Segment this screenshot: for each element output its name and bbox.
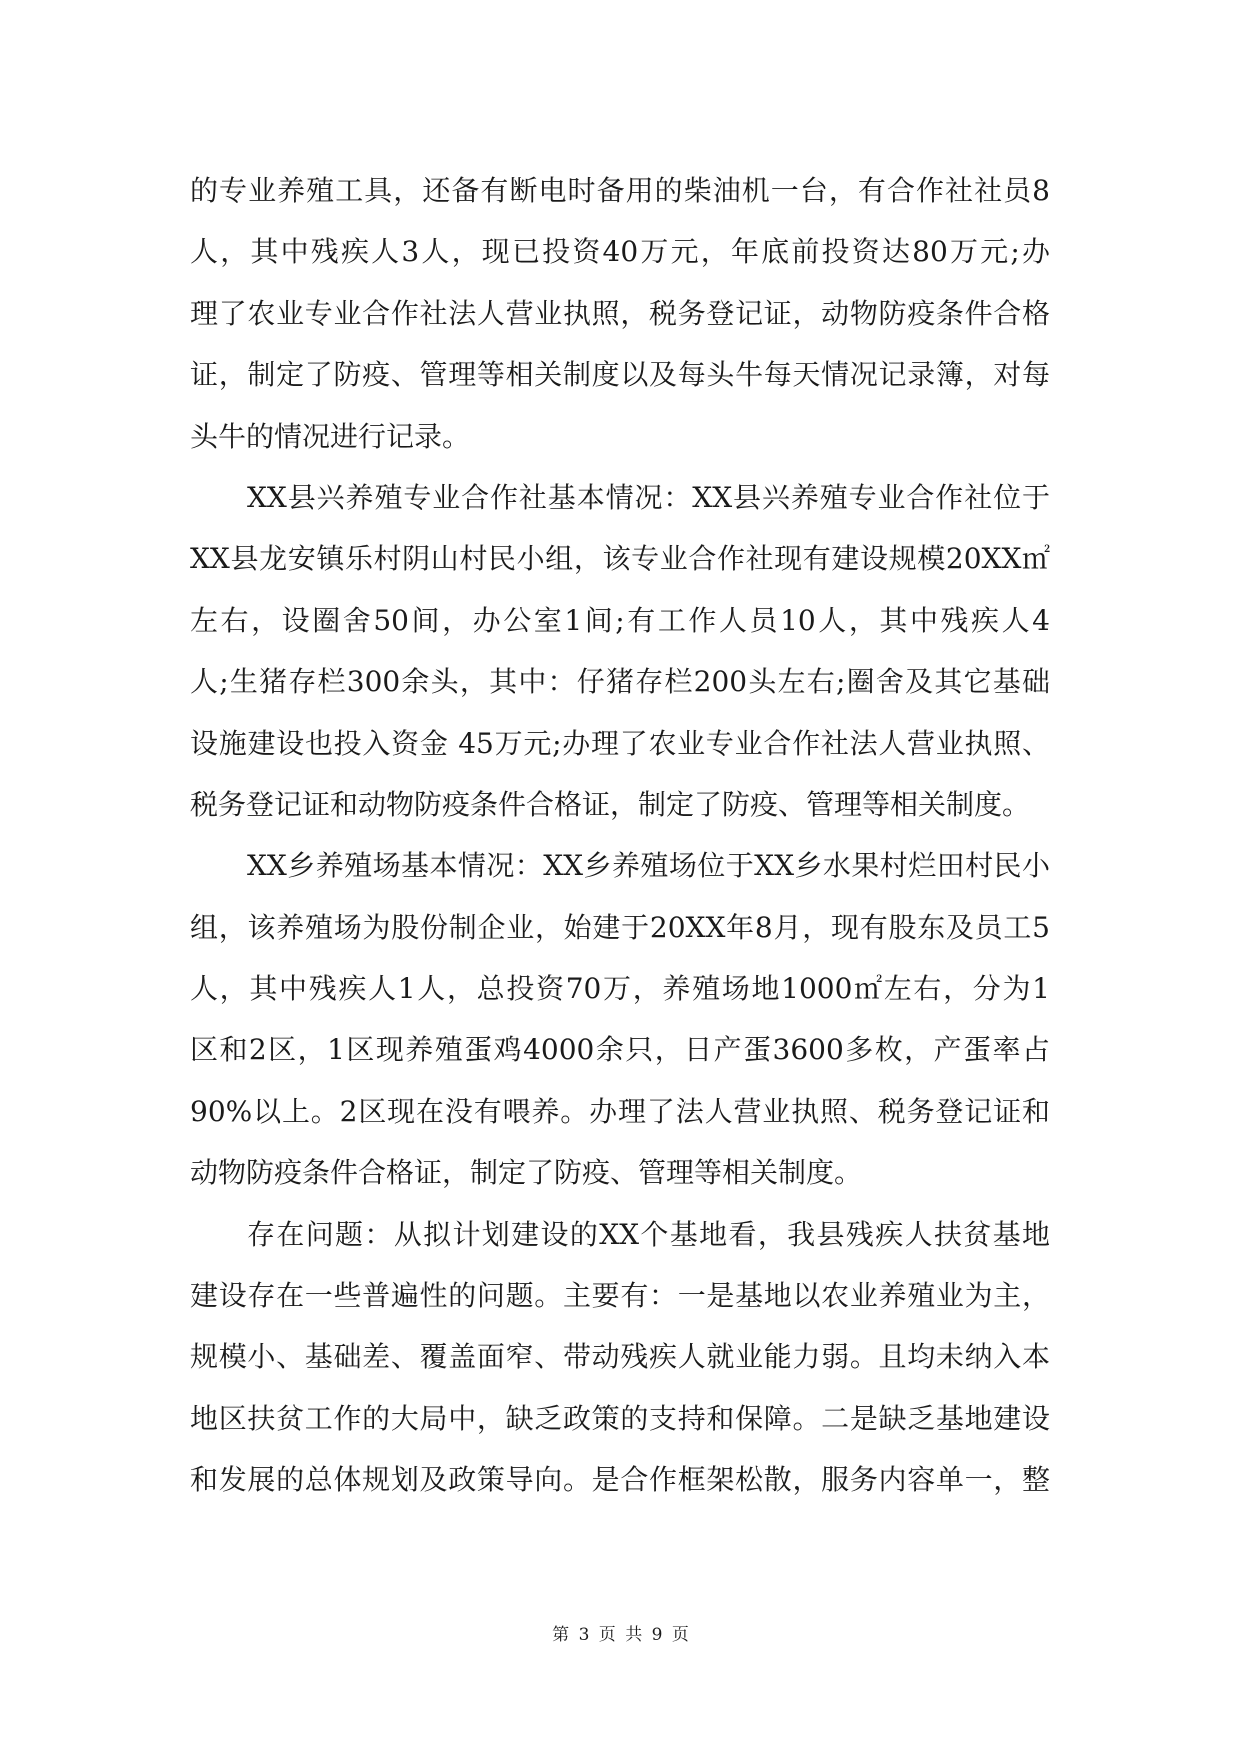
text-line: XX县龙安镇乐村阴山村民小组，该专业合作社现有建设规模20XX㎡ <box>190 542 1050 576</box>
text-line: 的专业养殖工具，还备有断电时备用的柴油机一台，有合作社社员8 <box>190 174 1050 207</box>
paragraph-first-line: XX乡养殖场基本情况：XX乡养殖场位于XX乡水果村烂田村民小 <box>247 849 1050 883</box>
text-line: 税务登记证和动物防疫条件合格证，制定了防疫、管理等相关制度。 <box>190 787 1031 821</box>
text-line: 组，该养殖场为股份制企业，始建于20XX年8月，现有股东及员工5 <box>190 910 1050 944</box>
page-number-footer: 第 3 页 共 9 页 <box>552 1625 689 1645</box>
text-line: 理了农业专业合作社法人营业执照，税务登记证，动物防疫条件合格 <box>190 296 1050 330</box>
text-line: 左右，设圈舍50间，办公室1间;有工作人员10人，其中残疾人4 <box>190 603 1050 637</box>
text-line: 区和2区，1区现养殖蛋鸡4000余只，日产蛋3600多枚，产蛋率占 <box>190 1033 1050 1067</box>
text-line: 设施建设也投入资金 45万元;办理了农业专业合作社法人营业执照、 <box>190 726 1050 760</box>
text-line: 头牛的情况进行记录。 <box>190 419 471 453</box>
text-line: 地区扶贫工作的大局中，缺乏政策的支持和保障。二是缺乏基地建设 <box>190 1401 1050 1435</box>
text-line: 90%以上。2区现在没有喂养。办理了法人营业执照、税务登记证和 <box>190 1094 1050 1128</box>
text-line: 建设存在一些普遍性的问题。主要有：一是基地以农业养殖业为主， <box>190 1279 1050 1313</box>
text-line: 规模小、基础差、覆盖面窄、带动残疾人就业能力弱。且均未纳入本 <box>190 1340 1050 1374</box>
paragraph-first-line: XX县兴养殖专业合作社基本情况：XX县兴养殖专业合作社位于 <box>247 480 1050 514</box>
text-line: 人;生猪存栏300余头，其中：仔猪存栏200头左右;圈舍及其它基础 <box>190 665 1050 699</box>
text-line: 人，其中残疾人1人，总投资70万，养殖场地1000㎡左右，分为1 <box>190 972 1050 1006</box>
text-line: 证，制定了防疫、管理等相关制度以及每头牛每天情况记录簿，对每 <box>190 358 1050 392</box>
text-line: 和发展的总体规划及政策导向。是合作框架松散，服务内容单一，整 <box>190 1463 1050 1497</box>
text-line: 人，其中残疾人3人，现已投资40万元，年底前投资达80万元;办 <box>190 235 1050 269</box>
paragraph-first-line: 存在问题：从拟计划建设的XX个基地看，我县残疾人扶贫基地 <box>247 1217 1050 1251</box>
document-body <box>190 160 1050 1511</box>
text-line: 动物防疫条件合格证，制定了防疫、管理等相关制度。 <box>190 1156 863 1190</box>
